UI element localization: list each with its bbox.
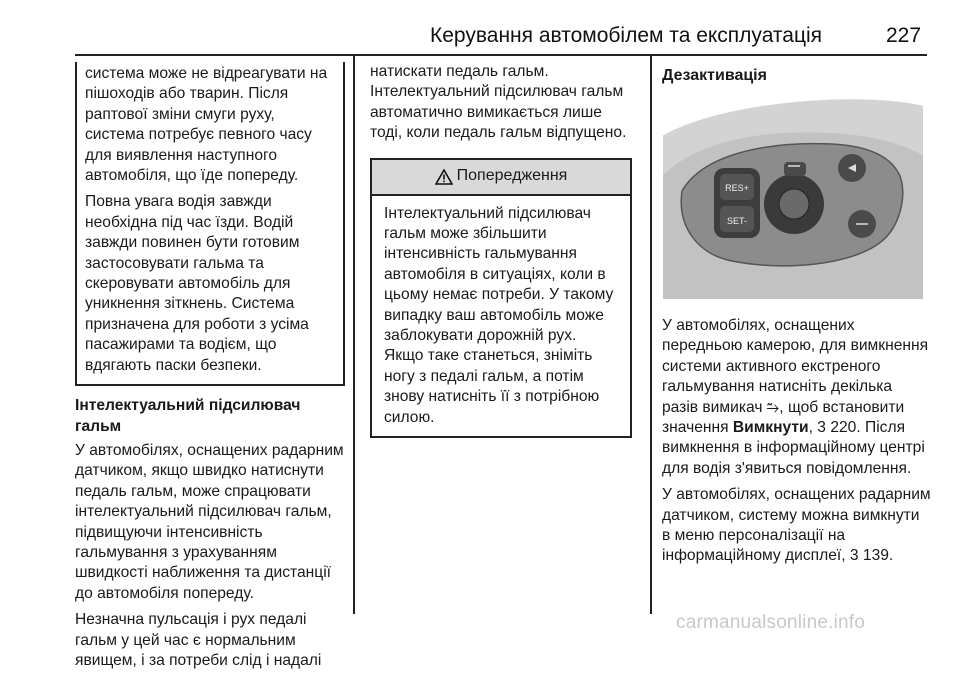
warning-box (370, 158, 632, 438)
warning-continued-paragraph: система може не відреагувати на пішоходів або тварин. Після раптової зміни смуги руху, система потребує певного часу для виявлення наступного автомобіля, що їде попереду. (85, 65, 328, 185)
header-divider (75, 54, 927, 56)
text-run: , (808, 419, 813, 437)
set-label: SET- (726, 216, 748, 226)
body-paragraph: Інтелектуальний підсилювач гальм автоматично вимикається лише тоді, коли педаль гальм відпущено. (370, 83, 627, 142)
warning-title: Попередження (456, 167, 568, 185)
warning-continued-paragraph: Повна увага водія завжди необхідна під час їзди. Водій завжди повинен бути готовим застосовувати гальма та скеровувати автомобіль для уникнення зіткнень. Система призначена для роботи з усіма пасажирами та водієм, що вдягають паски безпеки. (85, 193, 309, 374)
continued-warning-box (75, 62, 345, 386)
column-divider-1 (353, 56, 355, 614)
column-3-text (662, 316, 932, 573)
steering-wheel-figure (662, 96, 924, 300)
page-title: Керування автомобілем та експлуатація (430, 24, 823, 47)
setting-value: Вимкнути (732, 419, 809, 437)
text-run: , щоб встановити значення (662, 398, 905, 437)
column-1 (75, 62, 345, 677)
column-2 (370, 62, 632, 438)
page-ref-icon: 3 (817, 419, 826, 437)
body-paragraph: натискати педаль гальм. (370, 63, 549, 80)
column-3 (662, 62, 932, 90)
warning-body: Інтелектуальний підсилювач гальм може збільшити інтенсивність гальмування автомобіля в ситуаціях, коли в цьому немає потреби. У такому випадку ваш автомобіль може заблокувати дорожній рух. Якщо таке станеться, зніміть ногу з педалі гальм, а потім знову натисніть її з потрібною силою. (384, 204, 614, 426)
watermark: carmanualsonline.info (676, 612, 866, 633)
lane-assist-switch-icon: ⥲ (766, 398, 780, 416)
page-ref-icon: 3 (849, 547, 859, 565)
text-run: 220. Після вимкнення в інформаційному центрі для водія з'явиться повідомлення. (662, 419, 925, 477)
body-paragraph: У автомобілях, оснащених радарним датчиком, якщо швидко натиснути педаль гальм, може спрацювати інтелектуальний підсилювач гальм, підвищуючи інтенсивність гальмування з урахуванням швидкості наближення та дистанції до автомобіля попереду. (75, 441, 344, 602)
body-paragraph (662, 316, 932, 479)
section-heading: Інтелектуальний підсилювач гальм (75, 397, 301, 435)
text-run: 139. (858, 547, 894, 565)
text-run: У автомобілях, оснащених передньою камерою, для вимкнення системи активного екстреного гальмування натисніть декілька разів вимикач (662, 317, 929, 416)
column-divider-2 (650, 56, 652, 614)
body-paragraph: Незначна пульсація і рух педалі гальм у цей час є нормальним явищем, і за потреби слід і надалі (75, 611, 322, 669)
warning-header (372, 160, 630, 196)
warning-icon (435, 169, 453, 185)
body-paragraph (662, 485, 932, 567)
section-heading: Дезактивація (662, 67, 767, 84)
res-label: RES+ (725, 183, 749, 193)
text-run: У автомобілях, оснащених радарним датчиком, систему можна вимкнути в меню персоналізації на інформаційному дисплеї, (662, 486, 931, 565)
page-number: 227 (886, 24, 922, 47)
